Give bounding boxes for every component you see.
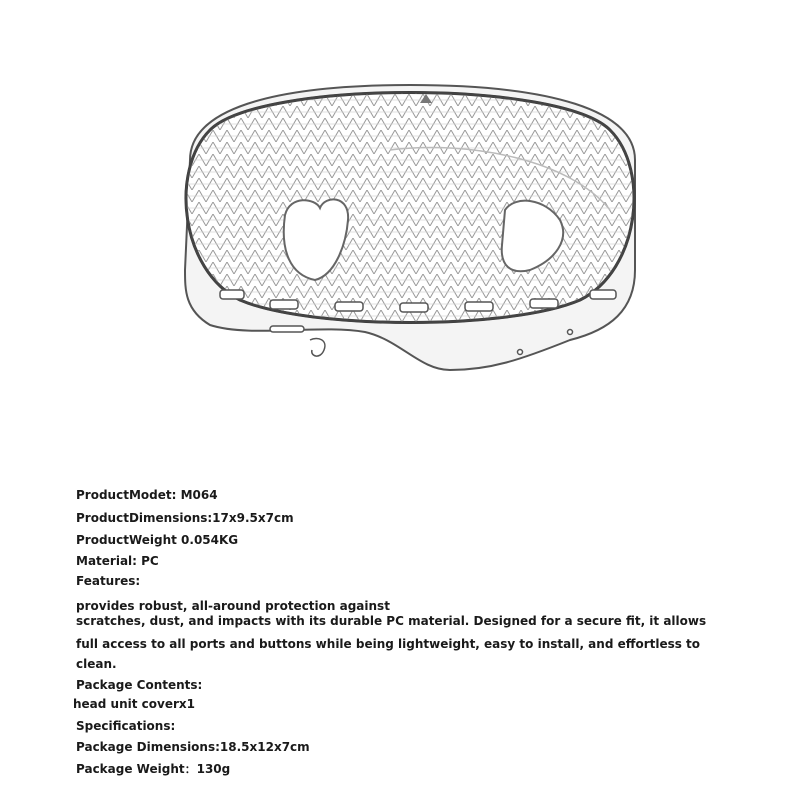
material: Material: PC [76, 554, 159, 568]
product-dimensions: ProductDimensions:17x9.5x7cm [76, 511, 294, 525]
vr-headset-cover-image [150, 70, 670, 400]
package-weight: Package Weight：130g [76, 762, 231, 776]
features-line: full access to all ports and buttons while being lightweight, easy to install, and effortless to [76, 637, 701, 651]
features-heading: Features: [76, 574, 141, 588]
product-model: ProductModet: M064 [76, 488, 218, 502]
specifications-heading: Specifications: [76, 719, 176, 733]
package-contents-heading: Package Contents: [76, 678, 203, 692]
package-contents: head unit coverx1 [73, 697, 195, 711]
features-line: provides robust, all-around protection against [76, 599, 390, 613]
features-line: clean. [76, 657, 117, 671]
product-weight: ProductWeight 0.054KG [76, 533, 239, 547]
package-dimensions: Package Dimensions:18.5x12x7cm [76, 740, 310, 754]
features-line: scratches, dust, and impacts with its durable PC material. Designed for a secure fit, it allows [76, 614, 707, 628]
